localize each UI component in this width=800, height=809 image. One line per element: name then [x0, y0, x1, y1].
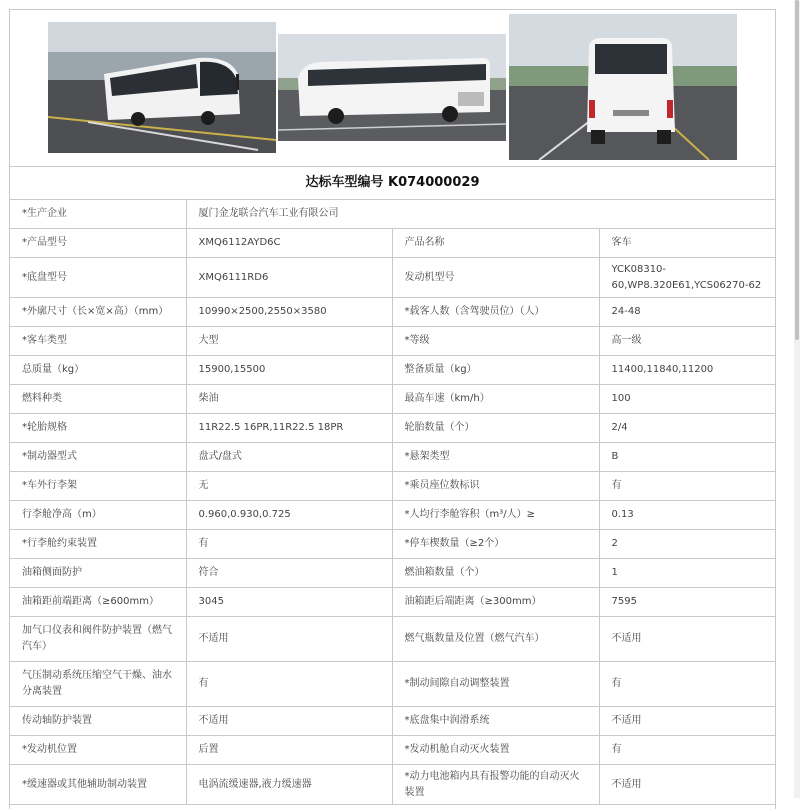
spec-label: 油箱距后端距离（≥300mm） — [392, 588, 599, 617]
spec-value: 不适用 — [599, 765, 775, 805]
spec-value: 有 — [599, 736, 775, 765]
table-row — [10, 356, 775, 385]
bus-rear-photo — [509, 14, 737, 160]
table-row — [10, 736, 775, 765]
table-row — [10, 472, 775, 501]
table-row — [10, 662, 775, 707]
spec-value: 有 — [186, 662, 392, 707]
spec-value: 有 — [186, 530, 392, 559]
spec-value: 7595 — [599, 588, 775, 617]
table-row — [10, 414, 775, 443]
spec-label: *人均行李舱容积（m³/人）≥ — [392, 501, 599, 530]
table-row — [10, 200, 775, 229]
spec-table — [10, 199, 775, 805]
spec-label: 最高车速（km/h） — [392, 385, 599, 414]
spec-label: 行李舱净高（m） — [10, 501, 186, 530]
spec-value: 厦门金龙联合汽车工业有限公司 — [186, 200, 775, 229]
spec-value: 100 — [599, 385, 775, 414]
spec-label: 油箱侧面防护 — [10, 559, 186, 588]
spec-label: *悬架类型 — [392, 443, 599, 472]
spec-label: 燃料种类 — [10, 385, 186, 414]
spec-label: *轮胎规格 — [10, 414, 186, 443]
spec-label: 轮胎数量（个） — [392, 414, 599, 443]
page-title: 达标车型编号 K074000029 — [10, 166, 775, 200]
spec-value: 不适用 — [599, 617, 775, 662]
table-row — [10, 707, 775, 736]
spec-label: *产品型号 — [10, 229, 186, 258]
spec-label: *载客人数（含驾驶员位）（人） — [392, 298, 599, 327]
spec-label: *制动器型式 — [10, 443, 186, 472]
table-row — [10, 298, 775, 327]
spec-label: 整备质量（kg） — [392, 356, 599, 385]
spec-label: *等级 — [392, 327, 599, 356]
spec-label: 产品名称 — [392, 229, 599, 258]
spec-value: 有 — [599, 472, 775, 501]
table-row — [10, 385, 775, 414]
table-row — [10, 229, 775, 258]
table-row — [10, 559, 775, 588]
spec-label: *发动机舱自动灭火装置 — [392, 736, 599, 765]
table-row — [10, 530, 775, 559]
scrollbar-thumb[interactable] — [795, 0, 799, 340]
bus-front-side-photo — [48, 22, 276, 153]
spec-label: 总质量（kg） — [10, 356, 186, 385]
spec-sheet — [9, 9, 776, 809]
spec-label: *动力电池箱内具有报警功能的自动灭火装置 — [392, 765, 599, 805]
spec-value: 0.13 — [599, 501, 775, 530]
spec-value: 不适用 — [599, 707, 775, 736]
photo-strip — [10, 10, 775, 166]
spec-label: *底盘型号 — [10, 258, 186, 298]
table-row — [10, 765, 775, 805]
table-row — [10, 258, 775, 298]
spec-label: 传动轴防护装置 — [10, 707, 186, 736]
spec-value: YCK08310-60,WP8.320E61,YCS06270-62 — [599, 258, 775, 298]
spec-value: 后置 — [186, 736, 392, 765]
table-row — [10, 443, 775, 472]
spec-label: *制动间隙自动调整装置 — [392, 662, 599, 707]
spec-value: 1 — [599, 559, 775, 588]
spec-label: 气压制动系统压缩空气干燥、油水分离装置 — [10, 662, 186, 707]
spec-label: 油箱距前端距离（≥600mm） — [10, 588, 186, 617]
spec-value: B — [599, 443, 775, 472]
spec-label: *生产企业 — [10, 200, 186, 229]
spec-label: *客车类型 — [10, 327, 186, 356]
scrollbar[interactable] — [794, 0, 800, 798]
spec-value: 符合 — [186, 559, 392, 588]
spec-label: *行李舱约束装置 — [10, 530, 186, 559]
spec-label: *发动机位置 — [10, 736, 186, 765]
spec-value: 不适用 — [186, 617, 392, 662]
spec-label: *缓速器或其他辅助制动装置 — [10, 765, 186, 805]
spec-value: 0.960,0.930,0.725 — [186, 501, 392, 530]
spec-label: 发动机型号 — [392, 258, 599, 298]
spec-value: 电涡流缓速器,液力缓速器 — [186, 765, 392, 805]
table-row — [10, 501, 775, 530]
spec-value: XMQ6112AYD6C — [186, 229, 392, 258]
spec-value: 15900,15500 — [186, 356, 392, 385]
spec-value: 无 — [186, 472, 392, 501]
spec-label: *外廓尺寸（长×宽×高）（mm） — [10, 298, 186, 327]
spec-value: 24-48 — [599, 298, 775, 327]
spec-value: 3045 — [186, 588, 392, 617]
spec-value: 2/4 — [599, 414, 775, 443]
spec-value: 高一级 — [599, 327, 775, 356]
table-row — [10, 617, 775, 662]
spec-label: 加气口仪表和阀件防护装置（燃气汽车） — [10, 617, 186, 662]
spec-value: 柴油 — [186, 385, 392, 414]
spec-value: 2 — [599, 530, 775, 559]
table-row — [10, 327, 775, 356]
spec-label: 燃气瓶数量及位置（燃气汽车） — [392, 617, 599, 662]
spec-label: *乘员座位数标识 — [392, 472, 599, 501]
spec-value: 有 — [599, 662, 775, 707]
spec-label: *底盘集中润滑系统 — [392, 707, 599, 736]
spec-value: 10990×2500,2550×3580 — [186, 298, 392, 327]
spec-label: *车外行李架 — [10, 472, 186, 501]
bus-side-photo — [278, 34, 506, 141]
spec-value: 客车 — [599, 229, 775, 258]
spec-value: 不适用 — [186, 707, 392, 736]
table-row — [10, 588, 775, 617]
spec-label: 燃油箱数量（个） — [392, 559, 599, 588]
spec-label: *停车楔数量（≥2个） — [392, 530, 599, 559]
spec-value: XMQ6111RD6 — [186, 258, 392, 298]
spec-value: 大型 — [186, 327, 392, 356]
spec-value: 11400,11840,11200 — [599, 356, 775, 385]
spec-value: 盘式/盘式 — [186, 443, 392, 472]
spec-value: 11R22.5 16PR,11R22.5 18PR — [186, 414, 392, 443]
